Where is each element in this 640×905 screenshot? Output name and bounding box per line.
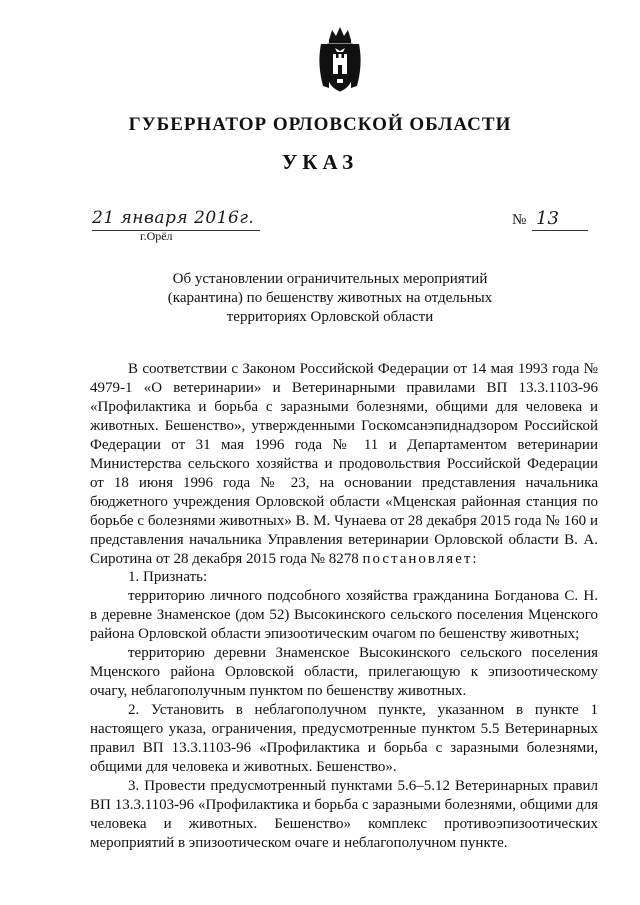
decree-items xyxy=(90,568,598,853)
number-label: № xyxy=(512,212,527,228)
subject-line: Об установлении ограничительных мероприятий xyxy=(172,271,488,287)
handwritten-number: 13 xyxy=(536,208,559,229)
item-1-heading: 1. Признать: xyxy=(128,569,208,585)
date-field xyxy=(92,208,262,234)
item-1-b: территорию деревни Знаменское Высокинского сельского поселения Мценского района Орловской области, прилегающую к эпизоотическому очагу, неблагополучным пунктом по бешенству животных. xyxy=(90,645,598,699)
orel-region-coat-of-arms-icon xyxy=(315,24,365,94)
date-underline xyxy=(92,230,260,231)
number-underline xyxy=(532,230,588,231)
preamble-text: В соответствии с Законом Российской Федерации от 14 мая 1993 года № 4979-1 «О ветеринарии» и Ветеринарными правилами ВП 13.3.1103-96 «Профилактика и борьба с заразными болезнями, общими для человека и животных. Бешенство», утвержденными Госкомсанэпиднадзором Российской Федерации от 31 мая 1996 года № 11 и Департаментом ветеринарии Министерства сельского хозяйства и продовольствия Российской Федерации от 18 июня 1996 года № 23, на основании представления начальника бюджетного учреждения Орловской области «Мценская районная станция по борьбе с болезнями животных» В. М. Чунаева от 28 декабря 2015 года № 160 и представления начальника Управления ветеринарии Орловской области В. А. Сиротина от 28 декабря 2015 года № 8278 xyxy=(90,361,598,567)
decree-word: постановляет: xyxy=(362,551,479,567)
preamble-paragraph xyxy=(90,360,598,569)
handwritten-date: 21 января 2016г. xyxy=(92,208,255,228)
number-field xyxy=(512,210,592,234)
item-3: 3. Провести предусмотренный пунктами 5.6–5.12 Ветеринарных правил ВП 13.3.1103-96 «Профилактика и борьба с заразными болезнями, общими для человека и животных. Бешенство» комплекс противоэпизоотических мероприятий в эпизоотическом очаге и неблагополучном пункте. xyxy=(90,778,598,851)
subject-line: (карантина) по бешенству животных на отдельных xyxy=(167,290,493,306)
document-subject xyxy=(150,270,510,327)
item-1-a: территорию личного подсобного хозяйства гражданина Богданова С. Н. в деревне Знаменское (дом 52) Высокинского сельского поселения Мценского района Орловской области эпизоотическим очагом по бешенству животных; xyxy=(90,588,598,642)
city-label: г.Орёл xyxy=(140,229,173,243)
item-2: 2. Установить в неблагополучном пункте, указанном в пункте 1 настоящего указа, ограничения, предусмотренные пунктом 5.5 Ветеринарных правил ВП 13.3.1103-96 «Профилактика и борьба с заразными болезнями, общими для человека и животных. Бешенство». xyxy=(90,702,598,775)
subject-line: территориях Орловской области xyxy=(226,309,434,325)
page-title: ГУБЕРНАТОР ОРЛОВСКОЙ ОБЛАСТИ xyxy=(128,114,512,135)
document-type: УКАЗ xyxy=(281,150,359,174)
